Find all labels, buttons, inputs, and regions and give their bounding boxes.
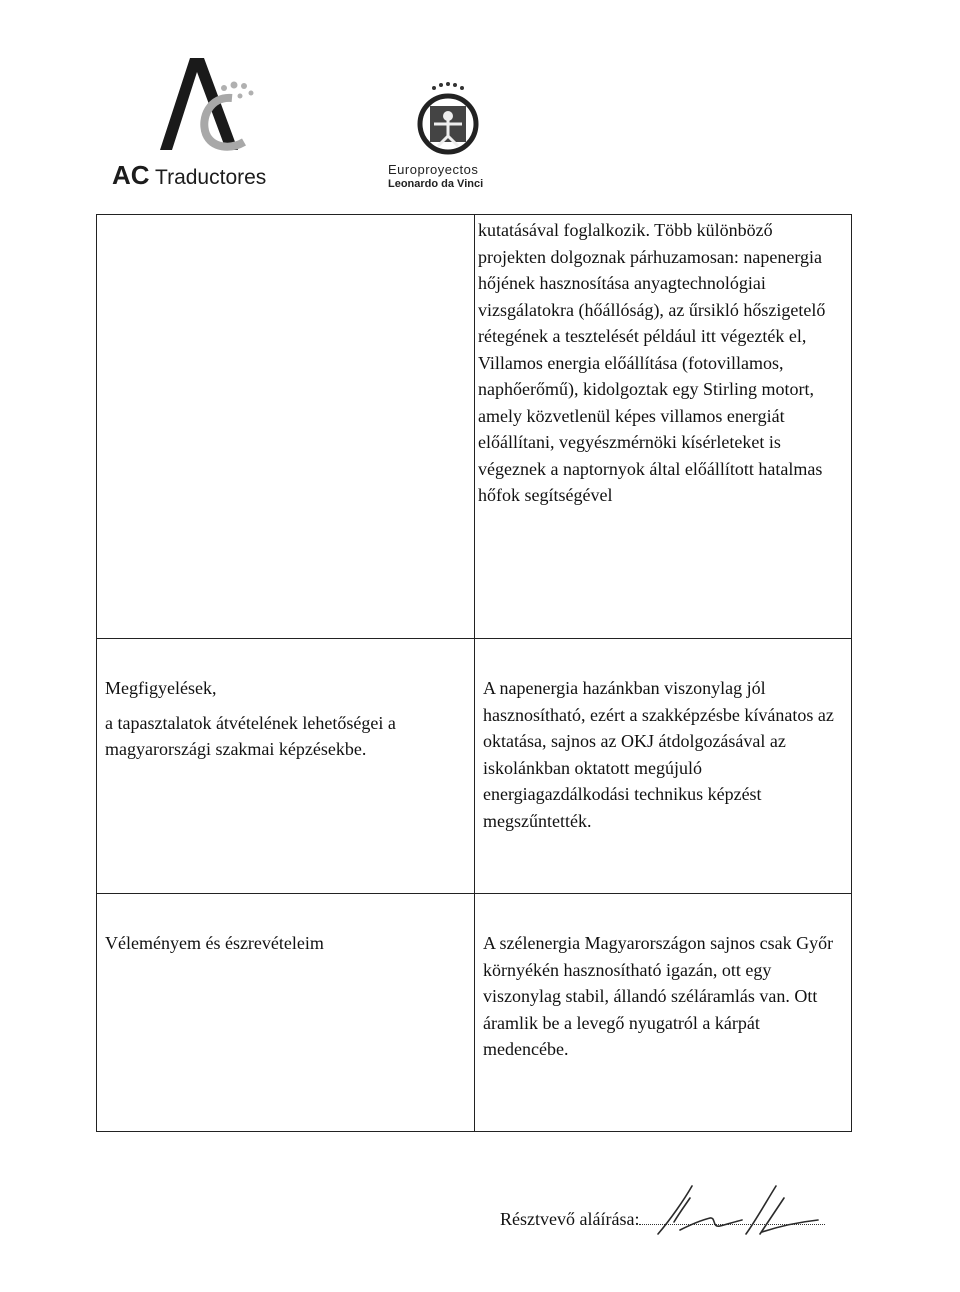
table-row <box>97 639 852 894</box>
ac-traductores-logo-icon <box>160 58 270 158</box>
observations-title: Megfigyelések, <box>105 678 217 698</box>
signature-label: Résztvevő aláírása: <box>500 1209 640 1229</box>
handwritten-signature-icon <box>650 1180 820 1240</box>
table-cell-empty <box>97 215 475 639</box>
ac-brand-bold: AC <box>112 160 150 190</box>
leonardo-logo-icon <box>412 80 484 160</box>
table-row <box>97 894 852 1132</box>
ac-traductores-logo <box>112 58 312 190</box>
observations-label-cell <box>97 639 475 894</box>
ac-brand-text <box>112 160 266 191</box>
observations-subtitle: a tapasztalatok átvételének lehetőségei a magyarországi szakmai képzésekbe. <box>105 712 396 759</box>
opinion-text-cell: A szélenergia Magyarországon sajnos csak Győr környékén hasznosítható igazán, ott egy viszonylag stabil, állandó széláramlás van. Ott áramlik be a levegő nyugatról a kárpát medencébe. <box>475 894 852 1132</box>
observations-text-cell: A napenergia hazánkban viszonylag jól hasznosítható, ezért a szakképzésbe kívánatos az oktatása, sajnos az OKJ átdolgozásával az iskolánkban oktatott megújuló energiagazdálkodási technikus képzést megszűntették. <box>475 639 852 894</box>
research-description-cell: kutatásával foglalkozik. Több különböző projekten dolgoznak párhuzamosan: napenergia hőjének hasznosítása anyagtechnológiai vizsgálatokra (hőállóság), az űrsikló hőszigetelő rétegének a tesztelését például itt végezték el, Villamos energia előállítása (fotovillamos, naphőerőmű), kidolgoztak egy Stirling motort, amely közvetlenül képes villamos energiát előállítani, vegyészmérnöki kísérleteket is végeznek a naptornyok által előállított hatalmas hőfok segítségével <box>475 215 852 639</box>
europroyectos-name: Europroyectos <box>388 162 479 177</box>
report-table <box>96 214 852 1132</box>
opinion-label-cell: Véleményem és észrevételeim <box>97 894 475 1132</box>
europroyectos-subtitle: Leonardo da Vinci <box>388 178 484 190</box>
table-row <box>97 215 852 639</box>
ac-brand-rest: Traductores <box>155 166 267 189</box>
europroyectos-logo <box>388 80 518 192</box>
